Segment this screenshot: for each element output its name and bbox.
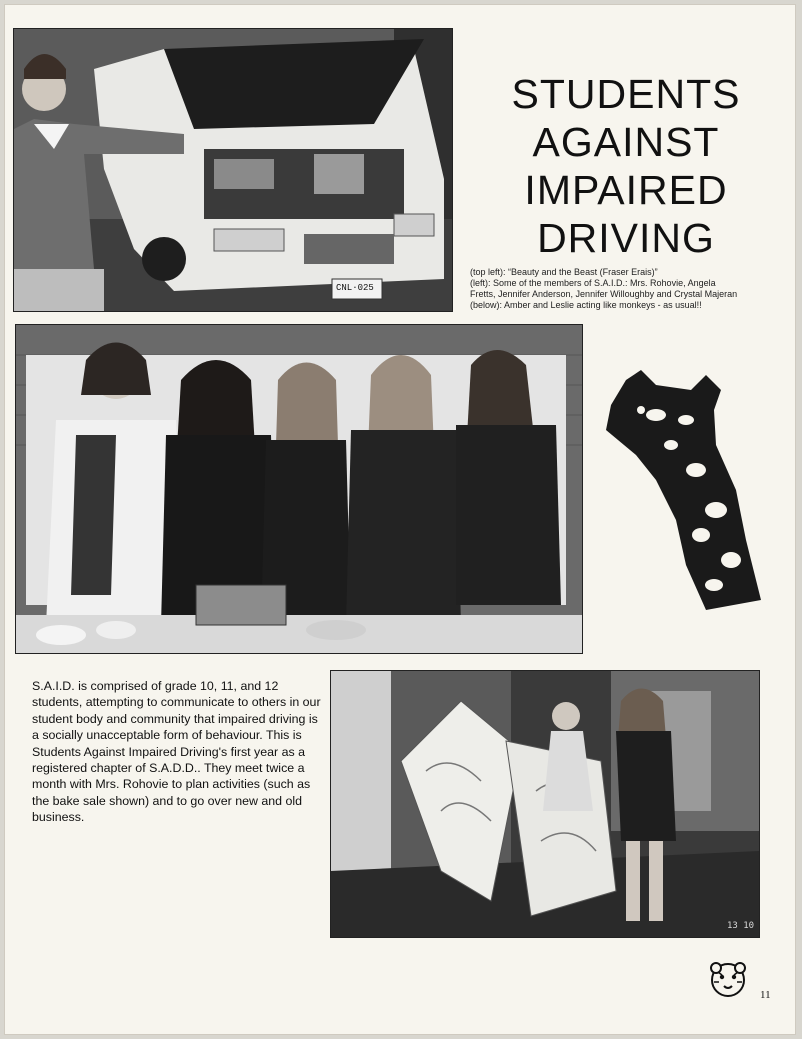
- title-line: AGAINST: [532, 119, 720, 165]
- giraffe-illustration: [596, 360, 774, 622]
- caption-line: (top left): “Beauty and the Beast (Fraser Erais)”: [470, 267, 658, 277]
- caption-line: Fretts, Jennifer Anderson, Jennifer Willoughby and Crystal Majeran: [470, 289, 738, 299]
- caption-line: (below): Amber and Leslie acting like monkeys - as usual!!: [470, 300, 702, 310]
- license-plate-text: CNL·025: [336, 283, 374, 293]
- hallway-photo: [330, 670, 760, 938]
- title-line: IMPAIRED: [524, 167, 728, 213]
- article-title: [476, 70, 776, 262]
- tiger-mascot-icon: [708, 960, 748, 1000]
- car-photo: [13, 28, 453, 312]
- photo-captions: [470, 267, 800, 311]
- photo-timestamp: 13 10: [727, 921, 755, 931]
- caption-line: (left): Some of the members of S.A.I.D.: Mrs. Rohovie, Angela: [470, 278, 716, 288]
- yearbook-page: [4, 4, 796, 1035]
- article-body: S.A.I.D. is comprised of grade 10, 11, and 12 students, attempting to communicate to others in our student body and community that impaired driving is a socially unacceptable form of behaviour. This is Students Against Impaired Driving's first year as a registered chapter of S.A.D.D.. They meet twice a month with Mrs. Rohovie to plan activities (such as the bake sale shown) and to go over new and old business.: [32, 679, 321, 825]
- title-line: DRIVING: [537, 215, 715, 261]
- group-photo: [15, 324, 583, 654]
- title-line: STUDENTS: [511, 71, 741, 117]
- page-number: 11: [760, 989, 771, 1001]
